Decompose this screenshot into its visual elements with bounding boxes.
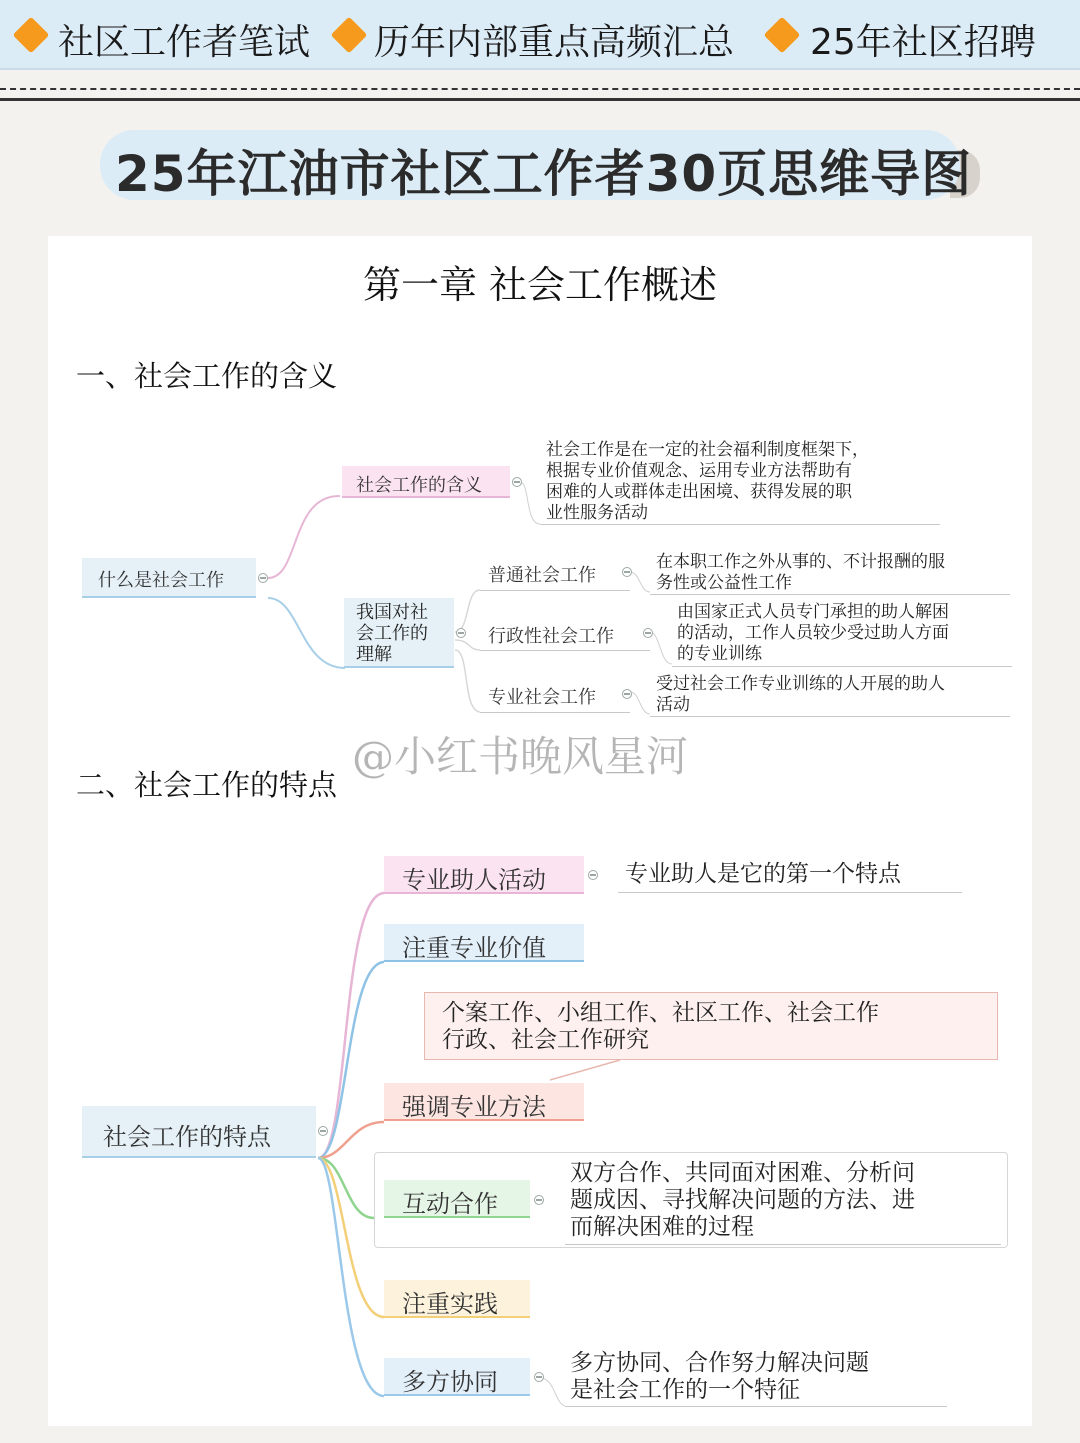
page-title: 25年江油市社区工作者30页思维导图 bbox=[115, 145, 973, 203]
underline bbox=[650, 716, 1010, 717]
sub-node-label: 行政性社会工作 bbox=[488, 626, 614, 647]
feature-desc: 个案工作、小组工作、社区工作、社会工作 行政、社会工作研究 bbox=[442, 1000, 879, 1053]
meaning-desc: 社会工作是在一定的社会福利制度框架下， 根据专业价值观念、运用专业方法帮助有 困难的人或群体走出困境、获得发展的职 业性服务活动 bbox=[546, 440, 869, 523]
underline bbox=[565, 1244, 1001, 1245]
underline bbox=[480, 650, 650, 651]
underline bbox=[540, 524, 940, 525]
root-node-label: 社会工作的特点 bbox=[103, 1123, 271, 1151]
branch-node-label: 我国对社 会工作的 理解 bbox=[356, 602, 428, 665]
watermark: @小红书晚风星河 bbox=[352, 732, 689, 781]
feature-node-label: 强调专业方法 bbox=[402, 1093, 546, 1121]
feature-node-label: 专业助人活动 bbox=[402, 866, 546, 894]
section-heading: 二、社会工作的特点 bbox=[76, 768, 338, 802]
collapse-icon[interactable] bbox=[512, 477, 522, 487]
sub-node-label: 专业社会工作 bbox=[488, 687, 596, 708]
banner-item: 25年社区招聘 bbox=[810, 22, 1036, 63]
banner-item: 社区工作者笔试 bbox=[58, 22, 311, 63]
sub-node-label: 普通社会工作 bbox=[488, 565, 596, 586]
chapter-title: 第一章 社会工作概述 bbox=[362, 263, 718, 307]
collapse-icon[interactable] bbox=[534, 1195, 544, 1205]
underline bbox=[650, 594, 1010, 595]
sub-node-desc: 受过社会工作专业训练的人开展的助人 活动 bbox=[656, 674, 945, 715]
section-heading: 一、社会工作的含义 bbox=[76, 359, 338, 393]
collapse-icon[interactable] bbox=[258, 573, 268, 583]
collapse-icon[interactable] bbox=[588, 870, 598, 880]
underline bbox=[480, 712, 630, 713]
underline bbox=[480, 590, 630, 591]
feature-desc: 专业助人是它的第一个特点 bbox=[625, 861, 901, 887]
collapse-icon[interactable] bbox=[534, 1372, 544, 1382]
collapse-icon[interactable] bbox=[318, 1126, 328, 1136]
feature-node-label: 多方协同 bbox=[402, 1368, 498, 1396]
underline bbox=[565, 1406, 947, 1407]
feature-node-label: 注重专业价值 bbox=[402, 934, 546, 962]
feature-node-label: 互动合作 bbox=[402, 1190, 498, 1218]
root-node-label: 什么是社会工作 bbox=[98, 570, 224, 591]
underline bbox=[618, 892, 962, 893]
sub-node-desc: 在本职工作之外从事的、不计报酬的服 务性或公益性工作 bbox=[656, 552, 945, 593]
underline bbox=[672, 666, 1012, 667]
feature-desc: 多方协同、合作努力解决问题 是社会工作的一个特征 bbox=[570, 1350, 869, 1403]
branch-node-label: 社会工作的含义 bbox=[356, 475, 482, 496]
collapse-icon[interactable] bbox=[622, 567, 632, 577]
collapse-icon[interactable] bbox=[622, 689, 632, 699]
collapse-icon[interactable] bbox=[643, 628, 653, 638]
feature-node-label: 注重实践 bbox=[402, 1290, 498, 1318]
banner-item: 历年内部重点高频汇总 bbox=[374, 22, 735, 63]
collapse-icon[interactable] bbox=[456, 628, 466, 638]
sub-node-desc: 由国家正式人员专门承担的助人解困 的活动，工作人员较少受过助人方面 的专业训练 bbox=[677, 602, 949, 664]
feature-desc: 双方合作、共同面对困难、分析问 题成因、寻找解决问题的方法、进 而解决困难的过程 bbox=[570, 1160, 915, 1240]
